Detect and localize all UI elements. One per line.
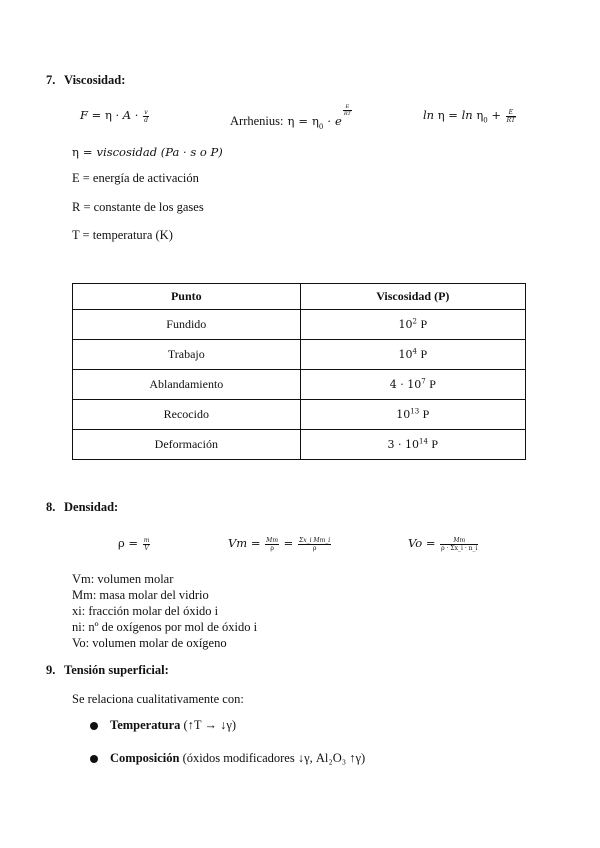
surface-tension-intro: Se relaciona cualitativamente con: <box>72 692 244 706</box>
formula-symbol: = <box>448 108 458 122</box>
exponent-fraction <box>343 104 352 117</box>
fraction <box>143 109 149 124</box>
formula-symbol: A <box>122 108 132 122</box>
formula-symbol: η <box>72 145 79 159</box>
definition-T: T = temperatura (K) <box>72 228 173 242</box>
formula-density <box>118 536 151 552</box>
formula-symbol: ρ <box>118 536 125 550</box>
fraction-numerator: Mm <box>440 537 478 545</box>
formula-symbol: η <box>437 108 445 122</box>
table-row <box>73 340 526 370</box>
formula-symbol: = <box>91 108 102 122</box>
formula-oxygen-molar-volume <box>408 536 479 552</box>
viscosity-table <box>72 283 526 460</box>
formula-label: Arrhenius: <box>230 114 284 128</box>
table-cell-punto: Recocido <box>73 400 301 430</box>
fraction-denominator: RT <box>506 116 516 124</box>
definition-line: Mm: masa molar del vidrio <box>72 588 209 602</box>
formula-symbol: η <box>476 108 484 122</box>
definition-text: viscosidad (Pa · s o P) <box>96 145 223 159</box>
fraction-denominator: ρ · Σx_i · n_i <box>441 544 478 552</box>
power-base: 10 <box>398 348 413 361</box>
fraction <box>440 537 478 552</box>
fraction-denominator: RT <box>343 111 351 117</box>
formula-symbol: = <box>283 536 294 550</box>
fraction-numerator: m <box>143 536 150 544</box>
bullet-item-composicion <box>90 751 365 766</box>
bullet-term: Composición <box>110 751 180 765</box>
section-title: Densidad: <box>64 500 119 514</box>
section-title: Tensión superficial: <box>64 663 169 677</box>
power-exponent: 2 <box>412 317 417 326</box>
power-exponent: 13 <box>410 407 420 416</box>
table-cell-viscosidad <box>300 340 525 370</box>
table-header-row <box>73 284 526 310</box>
table-cell-punto: Fundido <box>73 310 301 340</box>
fraction-numerator: v <box>144 108 148 116</box>
definition-line: Vm: volumen molar <box>72 572 174 586</box>
table-cell-punto: Ablandamiento <box>73 370 301 400</box>
fraction-numerator: Mm <box>266 536 279 544</box>
formula-symbol: Vo <box>408 536 423 550</box>
table-cell-punto: Trabajo <box>73 340 301 370</box>
formula-symbol: + <box>491 108 501 122</box>
formula-symbol: e <box>335 114 342 128</box>
formula-symbol: F <box>80 108 88 122</box>
formula-symbol: ln <box>461 108 473 122</box>
table-row <box>73 310 526 340</box>
formula-arrhenius <box>230 104 353 131</box>
coefficient: 4 · <box>389 378 408 391</box>
unit: P <box>420 317 428 331</box>
bullet-icon <box>90 755 98 763</box>
section-7-heading <box>46 73 125 88</box>
table-cell-viscosidad <box>300 370 525 400</box>
definition-line: Vo: volumen molar de oxígeno <box>72 636 227 650</box>
formula-symbol: ln <box>423 108 435 122</box>
power-base: 10 <box>398 318 413 331</box>
section-number: 8. <box>46 500 56 514</box>
fraction-numerator: E <box>343 104 352 111</box>
formula-symbol: Vm <box>228 536 248 550</box>
table-cell-punto: Deformación <box>73 430 301 460</box>
table-cell-viscosidad <box>300 430 525 460</box>
fraction-denominator: V <box>144 544 149 552</box>
table-cell-viscosidad <box>300 310 525 340</box>
bullet-term: Temperatura <box>110 718 181 732</box>
fraction <box>265 537 279 552</box>
formula-symbol: · <box>134 108 139 122</box>
section-number: 9. <box>46 663 56 677</box>
formula-symbol: η <box>287 114 295 128</box>
formula-symbol: = <box>128 536 139 550</box>
formula-symbol: = <box>298 114 308 128</box>
unit: P <box>422 407 430 421</box>
table-header: Viscosidad (P) <box>300 284 525 310</box>
bullet-icon <box>90 722 98 730</box>
fraction-denominator: ρ <box>312 544 317 552</box>
definition-eta <box>72 143 223 161</box>
formula-symbol: = <box>250 536 261 550</box>
table-cell-viscosidad <box>300 400 525 430</box>
table-header: Punto <box>73 284 301 310</box>
formula-molar-volume <box>228 536 332 552</box>
fraction-numerator: E <box>506 109 516 117</box>
formula-symbol: = <box>425 536 436 550</box>
definition-E: E = energía de activación <box>72 171 199 185</box>
unit: P <box>429 377 436 391</box>
fraction <box>506 109 516 124</box>
section-title: Viscosidad: <box>64 73 126 87</box>
power-base: 10 <box>407 378 422 391</box>
table-row <box>73 430 526 460</box>
section-8-heading <box>46 500 118 515</box>
power-exponent: 14 <box>419 437 428 446</box>
formula-symbol: · <box>327 114 332 128</box>
formula-symbol: η <box>312 114 319 128</box>
power-base: 10 <box>405 438 419 451</box>
power-exponent: 7 <box>421 377 426 386</box>
bullet-item-temperatura <box>90 718 236 733</box>
definition-R: R = constante de los gases <box>72 200 204 214</box>
bullet-detail: (↑T → ↓γ) <box>180 718 237 732</box>
definition-line: xi: fracción molar del óxido i <box>72 604 219 618</box>
formula-symbol: η <box>104 108 112 122</box>
density-definitions <box>72 571 257 651</box>
section-9-heading <box>46 663 169 678</box>
subscript: 0 <box>318 123 324 132</box>
power-exponent: 4 <box>412 347 417 356</box>
formula-symbol: · <box>115 108 120 122</box>
formula-ln-viscosity <box>423 108 517 124</box>
fraction-denominator: ρ <box>270 544 274 552</box>
formula-symbol: = <box>82 145 93 159</box>
unit: P <box>431 437 439 451</box>
formula-viscosity-force <box>80 108 150 124</box>
bullet-detail: (óxidos modificadores ↓γ, Al₂O₃ ↑γ) <box>179 751 366 765</box>
subscript: 0 <box>483 116 488 125</box>
definition-line: ni: nº de oxígenos por mol de óxido i <box>72 620 258 634</box>
unit: P <box>420 347 428 361</box>
fraction <box>143 537 151 552</box>
coefficient: 3 · <box>387 438 405 451</box>
fraction-denominator: d <box>144 116 148 124</box>
fraction-numerator: Σx_i Mm_i <box>298 536 331 544</box>
section-number: 7. <box>46 73 56 87</box>
power-base: 10 <box>396 408 411 421</box>
table-row <box>73 370 526 400</box>
fraction <box>298 537 331 552</box>
table-row <box>73 400 526 430</box>
